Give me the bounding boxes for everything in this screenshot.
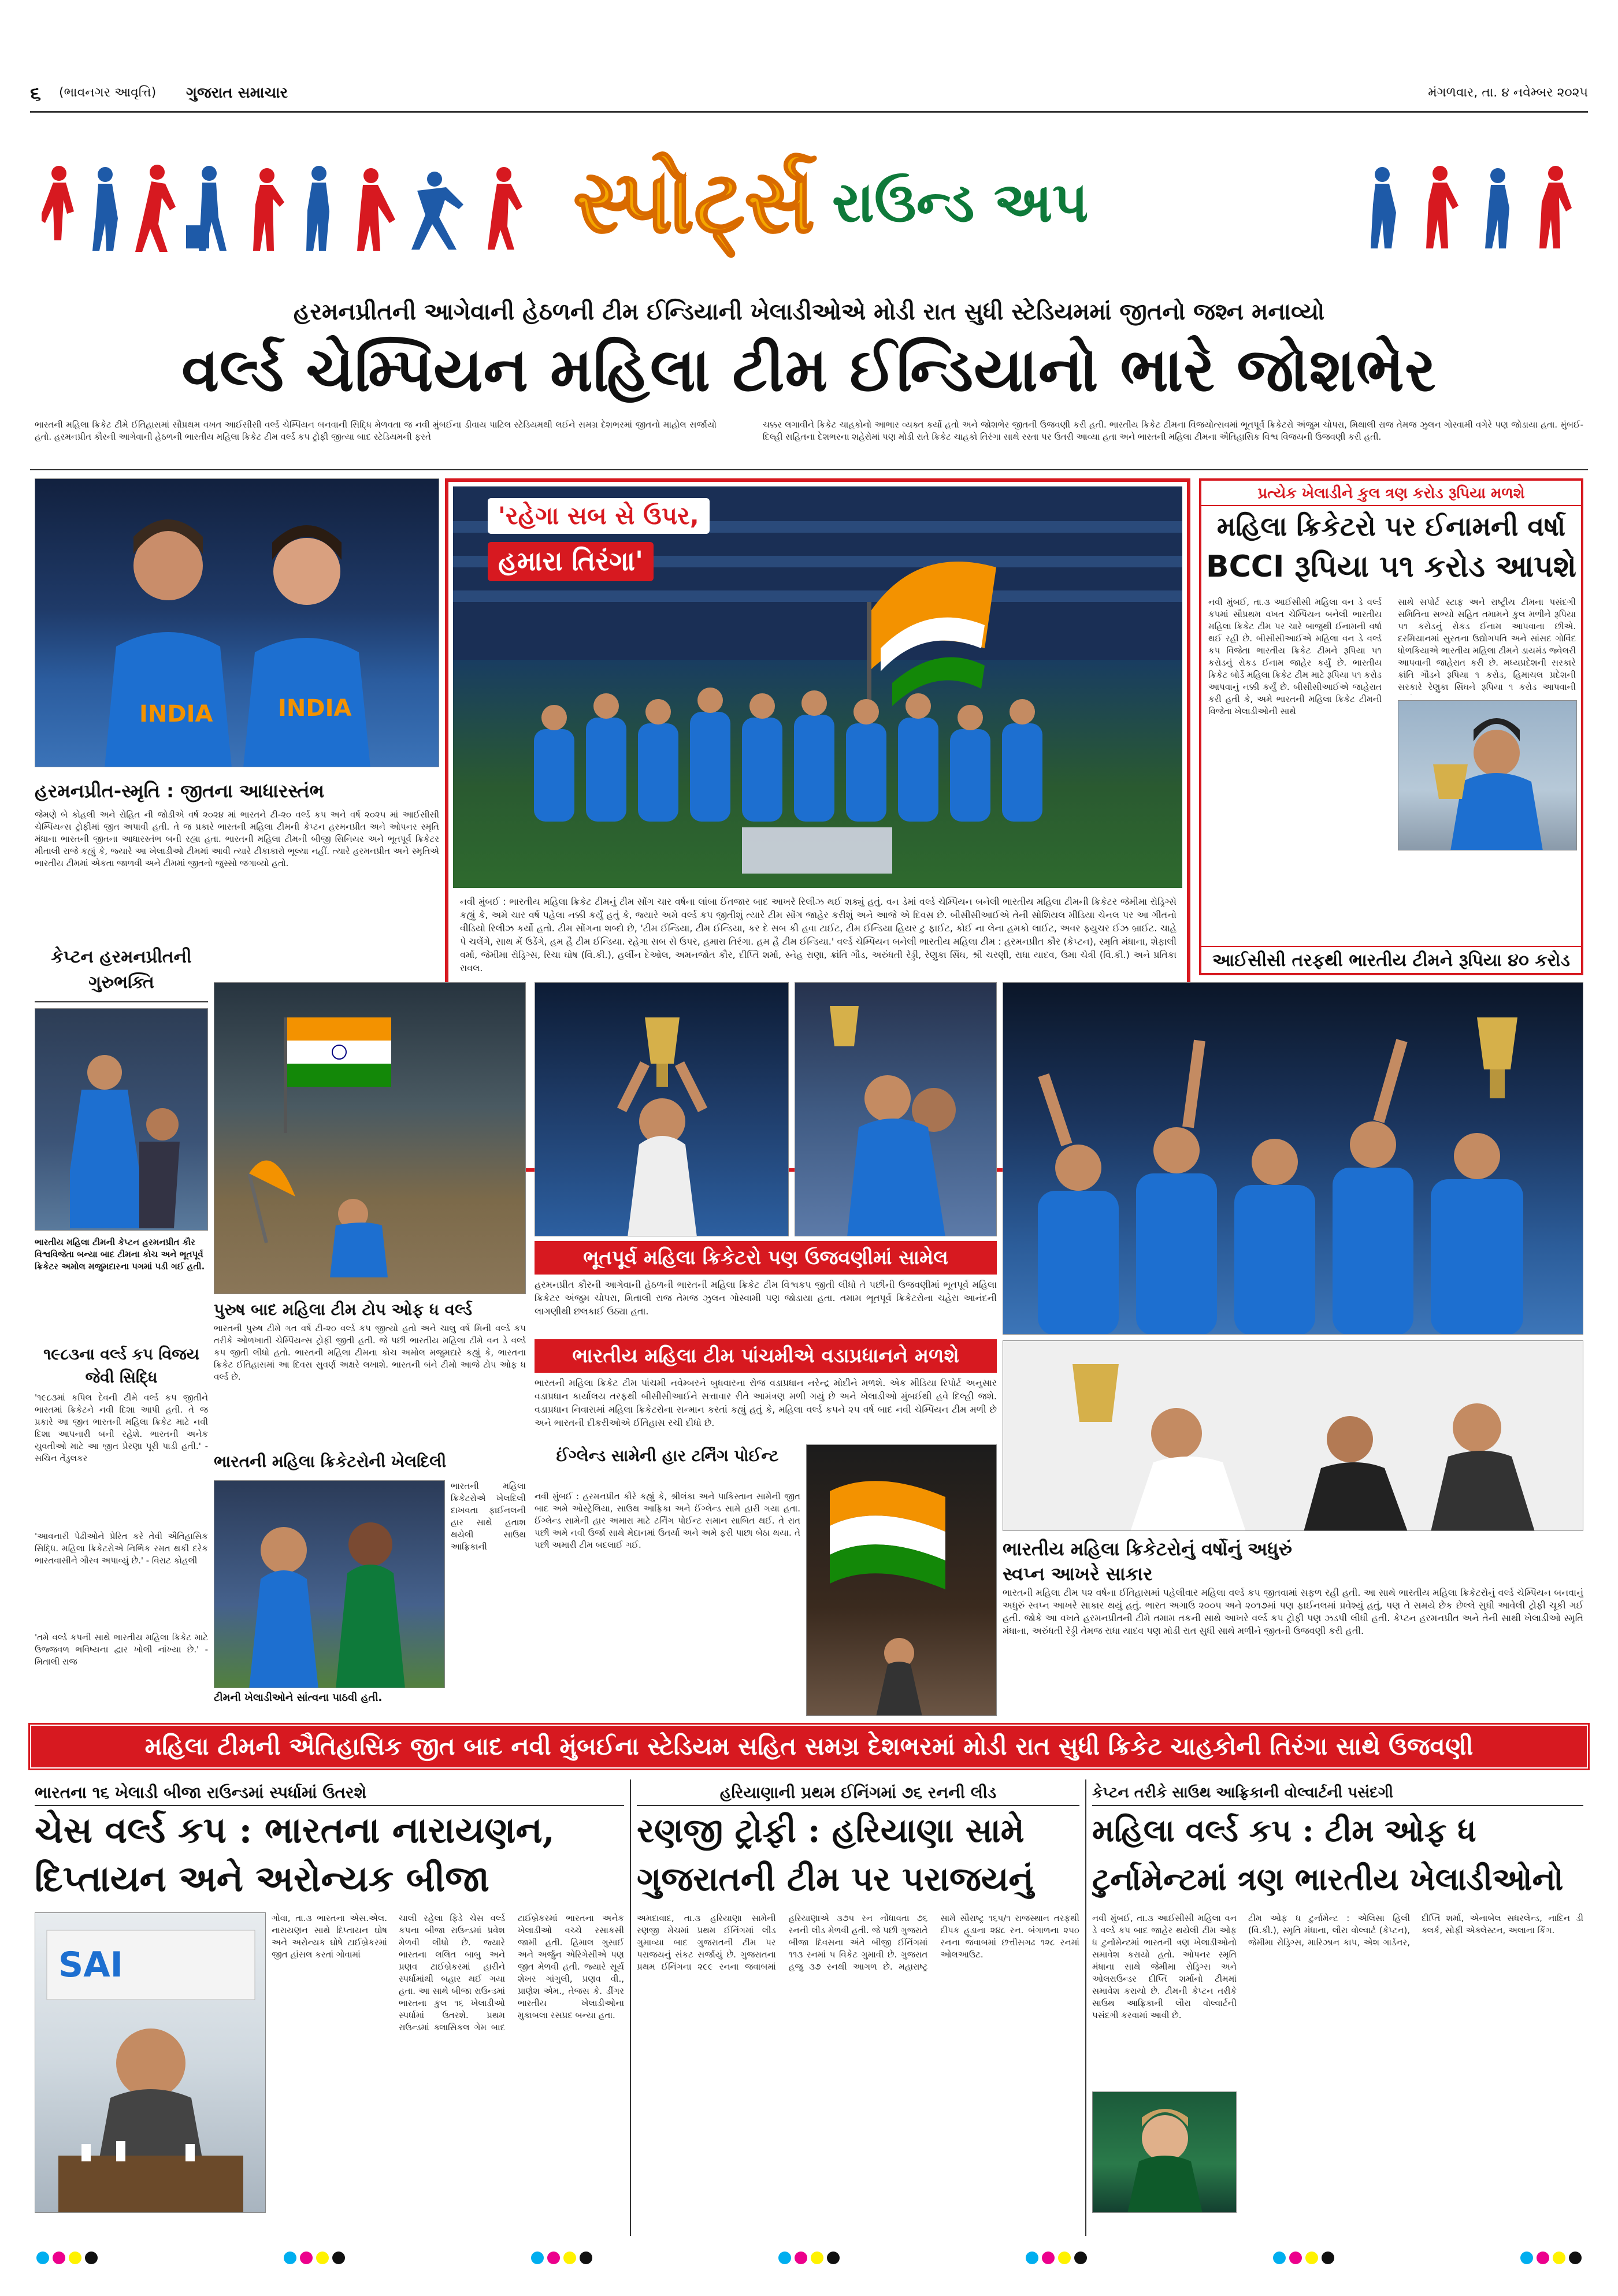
dildil-box — [214, 1444, 526, 1716]
team-with-trophy-illustration-icon — [1003, 983, 1583, 1335]
hero-banner-line-1: 'રહેગા સબ સે ઉપર, — [488, 498, 710, 534]
trophy-lift-illustration-icon — [535, 983, 789, 1236]
bcci-col-1: નવી મુંબઈ, તા.૩ આઈસીસી મહિલા વન ડે વર્લ્ડ કપમાં સૌપ્રથમ વખત ચેમ્પિયન બનેલી ભારતીય મહિલા ક્રિકેટ ટીમ પર ચારે બાજુથી ઈનામની વર્ષા થઈ રહી છે. બીસીસીઆઈએ મહિલા વન ડે વર્લ્ડ કપ વિજેતા ભારતીય ક્રિકેટ ટીમને રૂપિયા ૫૧ કરોડનું રોકડ ઈનામ જાહેર કર્યું છે. ભારતીય ક્રિકેટ બોર્ડે મહિલા ક્રિકેટ ટીમ માટે રૂપિયા ૫૧ કરોડ આપવાનું નક્કી કર્યું છે. બીસીસીઆઈએ જાહેરાત કરી હતી કે, અમે ભારતની મહિલા ક્રિકેટ ટીમની વિજેતા ખેલાડીઓની સાથે — [1208, 597, 1382, 716]
registration-mark — [1024, 2252, 1089, 2267]
fan-waving-flag-illustration-icon — [807, 1445, 997, 1716]
vijay-quote-1: '૧૯૮૩માં કપિલ દેવની ટીમે વર્લ્ડ કપ જીતીને ભારતમાં ક્રિકેટને નવી દિશા આપી હતી. તે જ પ્રકારે આ જીત ભારતની મહિલા ક્રિકેટ માટે નવી દિશા આપનારી બની રહેશે. ભારતની અનેક યુવતીઓ માટે આ જીત પ્રેરણા પૂરી પાડી હતી.' - સચિન તેંડુલકર — [35, 1392, 208, 1463]
purush-body: ભારતની પુરુષ ટીમે ગત વર્ષે ટી-૨૦ વર્લ્ડ કપ જીત્યો હતો અને ચાલુ વર્ષે મિની વર્લ્ડ કપ તરીકે ઓળખાતી ચેમ્પિયન્સ ટ્રોફી જીતી હતી. જે પછી ભારતીય મહિલા ટીમે વન ડે વર્લ્ડ કપ જીતી લીધો હતો. ભારતની મહિલા ટીમના કોચ અમોલ મજુમદારે કહ્યું કે, ભારતના ક્રિકેટ ઈતિહાસમાં આ દિવસ સુવર્ણ અક્ષરે લખાશે. ભારતની બંને ટીમો આજે ટોપ ઓફ ધ વર્લ્ડ છે. — [214, 1323, 526, 1382]
harman-smriti-photo — [35, 478, 439, 767]
purva-photo-1 — [535, 982, 789, 1236]
bcci-headline-2: BCCI રૂપિયા ૫૧ કરોડ આપશે — [1206, 549, 1576, 584]
sleeping-players-photo — [1003, 1340, 1583, 1531]
bcci-col-2-cont — [1398, 856, 1576, 943]
sapnu-body: ભારતની મહિલા ટીમ ૫૨ વર્ષના ઈતિહાસમાં પહેલીવાર મહિલા વર્લ્ડ કપ જીતવામાં સફળ રહી હતી. આ સાથે ભારતીય મહિલા ક્રિકેટરોનું વર્લ્ડ ચેમ્પિયન બનવાનું અધુરું સ્વપ્ન આખરે સાકાર થયું હતું. ભારત અગાઉ ૨૦૦૫ અને ૨૦૧૭માં પણ ફાઈનલમાં પ્રવેશ્યું હતું, પણ તે સમયે છેક છેલ્લે સુધી આવેલી ટ્રોફી ચૂકી ગઈ હતી. જોકે આ વખતે હરમનપ્રીતની ટીમે તમામ તકની સાથે આખરે વર્લ્ડ કપ ટ્રોફી પણ ઝડપી લીધી હતી. કેપ્ટન હરમનપ્રીત અને તેની સાથી ખેલાડીઓ સ્મૃતિ મંધાના, અરુંધતી રેડ્ડી તેમજ રાધા યાદવ પણ મોડી રાત સુધી સાથે મળીને જીતની ઉજવણી કરી હતી. — [1003, 1587, 1583, 1636]
purva-photo-2 — [795, 982, 997, 1236]
section-title-main: સ્પોર્ટ્સ — [573, 150, 815, 252]
svg-text:INDIA: INDIA — [139, 701, 213, 727]
chess-player-illustration-icon — [35, 1913, 266, 2213]
bcci-headline-1: મહિલા ક્રિકેટરો પર ઈનામની વર્ષા — [1216, 511, 1566, 542]
sapnu-headline: ભારતીય મહિલા ક્રિકેટરોનું વર્ષોનું અધુરું સ્વપ્ન આખરે સાકાર — [1003, 1538, 1292, 1585]
chess-box — [35, 1779, 624, 2236]
womens-wc-team: ટીમ ઓફ ધ ટુર્નામેન્ટ : એલિસા હિલી (વિ.કી.), સ્મૃતિ મંધાના, લૌરા વોલ્વાર્ટ (કેપ્ટન), જેમીમા રોડ્રિગ્સ, મારિઝાન કાપ, એશ ગાર્ડનર, દીપ્તિ શર્મા, એનાબેલ સધરલેન્ડ, નાદિન ડી ક્લર્ક, સોફી એક્લેસ્ટન, અલાના કિંગ. — [1248, 1913, 1583, 1948]
bcci-trophy-photo — [1398, 700, 1577, 850]
ranji-headline: રણજી ટ્રોફી : હરિયાણા સામે ગુજરાતની ટીમ પર પરાજયનું — [637, 1811, 1034, 1899]
purva-body: હરમનપ્રીત કૌરની આગેવાની હેઠળની ભારતની મહિલા ક્રિકેટ ટીમ વિશ્વકપ જીતી લીધો તે પછીની ઉજવણીમાં ભૂતપૂર્વ મહિલા ક્રિકેટર અંજુમ ચોપરા, મિતાલી રાજ તેમજ ઝુલન ગોસ્વામી પણ જોડાયા હતા. તમામ ભૂતપૂર્વ ક્રિકેટરોના ચહેરા આનંદની લાગણીથી છલકાઈ ઉઠ્યા હતા. — [535, 1279, 997, 1317]
womens-wc-headline: મહિલા વર્લ્ડ કપ : ટીમ ઓફ ધ ટુર્નામેન્ટમાં ત્રણ ભારતીય ખેલાડીઓનો — [1092, 1812, 1564, 1897]
hero-banner-line-2: હમારા તિરંગા' — [488, 542, 654, 581]
lead-rule — [30, 469, 1588, 470]
masthead — [30, 80, 1588, 109]
bcci-kicker: પ્રત્યેક ખેલાડીને કુલ ત્રણ કરોડ રૂપિયા મળશે — [1201, 481, 1581, 506]
lead-kicker: હરમનપ્રીતની આગેવાની હેઠળની ટીમ ઈન્ડિયાની ખેલાડીઓએ મોડી રાત સુધી સ્ટેડિયમમાં જીતનો જશ્ન મનાવ્યો — [293, 299, 1325, 325]
ranji-kicker: હરિયાણાની પ્રથમ ઈનિંગમાં ૭૬ રનની લીડ — [637, 1779, 1079, 1806]
chess-body-top: ગોવા, તા.૩ ભારતના એસ.એલ. નારાયણન સાથે દિપ્તાયન ઘોષ અને અરોન્યક ઘોષે ટાઈબ્રેકરમાં જીત હાંસલ કરતાં ગોવામાં — [272, 1913, 387, 1960]
lead-intro-right: ચક્કર લગાવીને ક્રિકેટ ચાહકોનો આભાર વ્યક્ત કર્યો હતો અને જોશભેર જીતની ઉજવણી કરી હતી. ભારતીય ક્રિકેટ ટીમના વિજયોત્સવમાં ભૂતપૂર્વ ક્રિકેટરો અંજુમ ચોપરા, મિથાલી રાજ તેમજ ઝુલન ગોસ્વામી વગેરે પણ જોડાયા હતા. મુંબઈ-દિલ્હી સહિતના દેશભરના શહેરોમાં પણ મોડી રાતે ક્રિકેટ ચાહકો તિરંગા સાથે રસ્તા પર ઉતરી આવ્યા હતા અને ભારતની મહિલા ટીમના ઐતિહાસિક વિશ્વ વિજયની ઉજવણી કરી હતી. — [763, 419, 1583, 442]
bcci-col-2: સાથે સપોર્ટ સ્ટાફ અને રાષ્ટ્રીય ટીમના પસંદગી સમિતિના સભ્યો સહિત તમામને કુલ મળીને રૂપિયા ૫૧ કરોડનું રોકડ ઈનામ આપવાના છીએ. દરમિયાનમાં સુરતના ઉદ્યોગપતિ અને સાંસદ ગોવિંદ ધોળકિયાએ ભારતીય મહિલા ટીમને ડાયમંડ જ્વેલરી આપવાની જાહેરાત કરી છે. મધ્યપ્રદેશની સરકારે ક્રાંતિ ગૌડને રૂપિયા ૧ કરોડ, હિમાચલ પ્રદેશની સરકારે રેણુકા સિંઘને રૂપિયા ૧ કરોડ આપવાની — [1398, 597, 1576, 692]
registration-mark — [777, 2252, 841, 2267]
purush-photo — [214, 982, 526, 1294]
pm-body: ભારતની મહિલા ક્રિકેટ ટીમ પાંચમી નવેમ્બરને બુધવારના રોજ વડાપ્રધાન નરેન્દ્ર મોદીને મળશે. એક મીડિયા રિપોર્ટ અનુસાર વડાપ્રધાન કાર્યાલય તરફથી બીસીસીઆઈને સત્તાવાર રીતે આમંત્રણ મળી ગયું છે અને ખેલાડીઓ મુંબઈથી હવે દિલ્હી જશે. વડાપ્રધાન નિવાસમાં મહિલા ક્રિકેટરોના સન્માન કરતાં કહ્યું હતું કે, મહિલા વર્લ્ડ કપને ૨૫ વર્ષ બાદ નવી ચેમ્પિયન ટીમ મળી છે અને ભારતની દીકરીઓએ ઈતિહાસ રચી દીધો છે. — [535, 1377, 997, 1428]
vijay-quote-2: 'આવનારી પેઢીઓને પ્રેરિત કરે તેવી ઐતિહાસિક સિદ્ધિ. મહિલા ક્રિકેટરોએ નિર્ભિક રમત થકી દરેક ભારતવાસીને ગૌરવ અપાવ્યું છે.' - વિરાટ કોહલી — [35, 1531, 208, 1566]
wolvaardt-illustration-icon — [1093, 2092, 1237, 2213]
harman-smriti-body: જેમણે બે કોહલી અને રોહિત ની જોડીએ વર્ષ ૨૦૨૪ માં ભારતને ટી-૨૦ વર્લ્ડ કપ અને વર્ષ ૨૦૨૫ માં આઈસીસી ચેમ્પિયન્સ ટ્રોફીમાં જીત અપાવી હતી. તે જ પ્રકારે ભારતની મહિલા ટીમની કેપ્ટન હરમનપ્રીત અને ઓપનર સ્મૃતિ મંધાના ભારતની જીતના આધારસ્તંભ બની રહ્યા હતા. ભારતની મહિલા ટીમની બીજી સિનિયર અને ભૂતપૂર્વ ક્રિકેટર મીતાલી રાજે કહ્યું કે, જ્યારે આ ખેલાડીઓ ટીમમાં આવી ત્યારે ટીકાકારો ભૂલ્યા નહીં. ત્યારે હરમનપ્રીત અને સ્મૃતિએ ભારતીય ટીમમાં એકતા જાળવી અને ટીમમાં જીતનો જુસ્સો જગાવ્યો હતો. — [35, 809, 439, 868]
captain-caption: ભારતીય મહિલા ટીમની કેપ્ટન હરમનપ્રીત કૌર વિશ્વવિજેતા બન્યા બાદ ટીમના કોચ અને ભૂતપૂર્વ ક્રિકેટર અમોલ મજુમદારના પગમાં પડી ગઈ હતી. — [35, 1237, 205, 1272]
flag-at-pitch-illustration-icon — [214, 983, 526, 1294]
section-title — [573, 142, 1088, 263]
womens-wc-box — [1092, 1779, 1583, 2236]
section-title-sub: રાઉન્ડ અપ — [832, 169, 1089, 235]
england-headline: ઈંગ્લેન્ડ સામેની હાર ટર્નિંગ પોઈન્ટ — [556, 1446, 779, 1465]
purva-banner: ભૂતપૂર્વ મહિલા ક્રિકેટરો પણ ઉજવણીમાં સામેલ — [535, 1241, 997, 1275]
ranji-box — [630, 1779, 1086, 2236]
hero-photo — [453, 486, 1182, 888]
chess-photo — [35, 1912, 266, 2213]
flag-fan-photo — [806, 1444, 997, 1716]
captain-with-trophy-illustration-icon — [1398, 701, 1577, 850]
celebration-ribbon: મહિલા ટીમની ઐતિહાસિક જીત બાદ નવી મુંબઈના સ્ટેડિયમ સહિત સમગ્ર દેશભરમાં મોડી રાત સુધી ક્રિકેટ ચાહકોની તિરંગા સાથે ઉજવણી — [30, 1725, 1588, 1769]
dildil-caption: ટીમની ખેલાડીઓને સાંત્વના પાઠવી હતી. — [214, 1692, 383, 1704]
edition-label: (ભાવનગર આવૃત્તિ) — [59, 86, 157, 100]
registration-marks — [35, 2247, 1583, 2271]
two-players-illustration-icon — [35, 479, 439, 767]
chess-body: ચાલી રહેલા ફિડે ચેસ વર્લ્ડ કપના બીજા રાઉન્ડમાં પ્રવેશ મેળવી લીધો છે. જ્યારે ભારતના લલિત બાબુ અને પ્રણવ ટાઈબ્રેકરમાં હારીને સ્પર્ધામાંથી બહાર થઈ ગયા હતા. આ સાથે બીજા રાઉન્ડમાં ભારતના કુલ ૧૬ ખેલાડીઓ સ્પર્ધામાં ઉતરશે. પ્રથમ રાઉન્ડમાં ક્લાસિકલ ગેમ બાદ ટાઈબ્રેકરમાં ભારતના અનેક ખેલાડીઓ વચ્ચે રસાકસી જામી હતી. હિમાલ ગુસાઈ અને અર્જુન એરિગેસીએ પણ જીત મેળવી હતી. જ્યારે સૂર્ય શેખર ગાંગુલી, પ્રણવ વી., પ્રાણેશ એમ., તેજસ કે. ડીંગર ભારતીય ખેલાડીઓના મુકાબલા રસપ્રદ બન્યા હતા. — [399, 1913, 624, 2033]
hero-banner — [488, 498, 811, 614]
registration-mark — [1519, 2252, 1583, 2267]
bcci-box — [1199, 478, 1583, 975]
captain-photo — [35, 1008, 208, 1231]
issue-date: મંગળવાર, તા. ૪ નવેમ્બર ૨૦૨૫ — [1428, 86, 1588, 100]
captain-box — [35, 945, 208, 1338]
bcci-footer: આઈસીસી તરફથી ભારતીય ટીમને રૂપિયા ૪૦ કરોડ — [1201, 946, 1581, 973]
sports-figures-left-icon — [42, 162, 550, 260]
purush-box — [214, 1297, 526, 1436]
main-story-body: નવી મુંબઈ : ભારતીય મહિલા ક્રિકેટ ટીમનું ટીમ સોંગ ચાર વર્ષના લાંબા ઈંતજાર બાદ આખરે રિલીઝ થઈ શક્યું હતું. વન ડેમાં વર્લ્ડ ચેમ્પિયન બનેલી ભારતીય મહિલા ટીમની ક્રિકેટર જેમીમા રોડ્રિગ્સે કહ્યું કે, અમે ચાર વર્ષ પહેલા નક્કી કર્યું હતું કે, જ્યારે અમે વર્લ્ડ કપ જીતીશું ત્યારે ટીમ સોંગ જાહેર કરીશું અને આજે એ દિવસ છે. બીસીસીઆઈએ તેની સોશિયલ મીડિયા ચેનલ પર આ ગીતનો વીડિયો રિલીઝ કર્યો હતો. ટીમ સોંગના શબ્દો છે, 'ટીમ ઈન્ડિયા, ટીમ ઈન્ડિયા, કર દે સબ કી હવા ટાઈટ, ટીમ ઈન્ડિયા હિયર ટુ ફાઈટ, કોઈ ના લેના હમકો લાઈટ, અવર ફ્યુચર ઈઝ બ્રાઈટ. ચાહે પે ચલેંગે, સાથ મેં ઉડેંગે, હમ હૈ ટીમ ઈન્ડિયા. રહેગા સબ સે ઉપર, હમારા તિરંગા. હમ હૈ ટીમ ઈન્ડિયા.' વર્લ્ડ ચેમ્પિયન બનેલી ભારતીય મહિલા ટીમ : હરમનપ્રીત કૌર (કેપ્ટન), સ્મૃતિ મંધાના, શેફાલી વર્મા, જેમીમા રોડ્રિગ્સ, રિચા ઘોષ (વિ.કી.), હર્લીન દેઓલ, અમનજોત કૌર, દીપ્તિ શર્મા, સ્નેહ રાણા, ક્રાંતિ ગૌડ, અરુંધતી રેડ્ડી, રેણુકા સિંઘ, શ્રી ચરણી, રાધા યાદવ, ઉમા ચેત્રી (વિ.કી.) અને પ્રતિકા રાવલ. — [460, 896, 1177, 974]
vijay-box — [35, 1343, 208, 1730]
dildil-body: ભારતની મહિલા ક્રિકેટરોએ ખેલદિલી દાખવતા ફાઈનલની હાર સાથે હતાશ થયેલી સાઉથ આફ્રિકાની — [451, 1481, 526, 1552]
womens-wc-kicker: કેપ્ટન તરીકે સાઉથ આફ્રિકાની વોલ્વાર્ટની પસંદગી — [1092, 1779, 1583, 1806]
players-consoling-illustration-icon — [214, 1481, 445, 1688]
registration-mark — [282, 2252, 347, 2267]
sports-banner — [30, 130, 1588, 286]
lead-headline: વર્લ્ડ ચેમ્પિયન મહિલા ટીમ ઈન્ડિયાનો ભારે જોશભેર — [181, 334, 1437, 405]
svg-text:INDIA: INDIA — [278, 695, 352, 722]
dildil-photo — [214, 1480, 445, 1688]
pm-banner: ભારતીય મહિલા ટીમ પાંચમીએ વડાપ્રધાનને મળશે — [535, 1339, 997, 1373]
svg-text:SAI: SAI — [58, 1945, 123, 1985]
chess-kicker: ભારતના ૧૬ ખેલાડી બીજા રાઉન્ડમાં સ્પર્ધામાં ઉતરશે — [35, 1779, 624, 1806]
sports-figures-right-icon — [1359, 162, 1579, 260]
dildil-headline: ભારતની મહિલા ક્રિકેટરોની ખેલદિલી — [214, 1452, 447, 1471]
sapnu-box — [1003, 1537, 1583, 1716]
harman-smriti-caption: હરમનપ્રીત-સ્મૃતિ : જીતના આધારસ્તંભ — [35, 780, 325, 802]
wolvaardt-photo — [1092, 2091, 1237, 2213]
players-resting-illustration-icon — [1003, 1341, 1583, 1531]
trophy-celebration-photo — [1003, 982, 1583, 1335]
ranji-body: અમદાવાદ, તા.૩ હરિયાણા સામેની રણજી મેચમાં પ્રથમ ઈનિંગમાં લીડ ગુમાવ્યા બાદ ગુજરાતની ટીમ પર પરાજયનું સંકટ સર્જાયું છે. ગુજરાતના પ્રથમ ઈનિંગના ૨૯૯ રનના જવાબમાં હરિયાણાએ ૩૭૫ રન નોંધાવતા ૭૬ રનની લીડ મેળવી હતી. જે પછી ગુજરાતે બીજા દિવસના અંતે બીજી ઈનિંગમાં ૧૧૩ રનમાં ૫ વિકેટ ગુમાવી છે. ગુજરાત હજુ ૩૭ રનથી આગળ છે. મહારાષ્ટ્ર સામે સૌરાષ્ટ્ર ૧૬૫/૧ રાજસ્થાન તરફથી દીપક હૂડાના ૨૪૮ રન. બંગાળના ૨૫૦ રનના જવાબમાં છત્તીસગઢ ૧૨૮ રનમાં ઓલઆઉટ. — [637, 1913, 1079, 1972]
lead-intro-left: ભારતની મહિલા ક્રિકેટ ટીમે ઈતિહાસમાં સૌપ્રથમ વખત આઈસીસી વર્લ્ડ ચેમ્પિયન બનવાની સિદ્ધિ મેળવતા જ નવી મુંબઈના ડીવાય પાટિલ સ્ટેડિયમથી લઈને સમગ્ર દેશભરમાં જીતનો માહોલ સર્જાયો હતો. હરમનપ્રીત કૌરની આગેવાની હેઠળની ભારતીય મહિલા ક્રિકેટ ટીમ વર્લ્ડ કપ ટ્રોફી જીત્યા બાદ સ્ટેડિયમની ફરતે — [35, 419, 717, 442]
trophy-embrace-illustration-icon — [795, 983, 997, 1236]
page-number: ૬ — [30, 82, 42, 105]
masthead-rule — [30, 111, 1588, 113]
womens-wc-body: નવી મુંબઈ, તા.૩ આઈસીસી મહિલા વન ડે વર્લ્ડ કપ બાદ જાહેર થયેલી ટીમ ઓફ ધ ટુર્નામેન્ટમાં ભારતની ત્રણ ખેલાડીઓનો સમાવેશ કરાયો હતો. ઓપનર સ્મૃતિ મંધાના સાથે જેમીમા રોડ્રિગ્સ અને ઓલરાઉન્ડર દીપ્તિ શર્માનો ટીમમાં સમાવેશ કરાયો છે. ટીમની કેપ્ટન તરીકે સાઉથ આફ્રિકાની લૌરા વોલ્વાર્ટની પસંદગી કરવામાં આવી છે. — [1092, 1913, 1237, 2020]
registration-mark — [1271, 2252, 1336, 2267]
captain-headline: કેપ્ટન હરમનપ્રીતની ગુરુભક્તિ — [35, 945, 208, 1002]
purush-headline: પુરુષ બાદ મહિલા ટીમ ટોપ ઓફ ધ વર્લ્ડ — [214, 1300, 472, 1319]
registration-mark — [529, 2252, 594, 2267]
paper-name: ગુજરાત સમાચાર — [186, 84, 288, 102]
england-box — [535, 1444, 800, 1716]
england-body: નવી મુંબઈ : હરમનપ્રીત કૌરે કહ્યું કે, શ્રીલંકા અને પાકિસ્તાન સામેની જીત બાદ અમે ઓસ્ટ્રેલિયા, સાઉથ આફ્રિકા અને ઈંગ્લેન્ડ સામે હારી ગયા હતા. ઈંગ્લેન્ડ સામેની હાર અમારા માટે ટર્નિંગ પોઈન્ટ સમાન સાબિત થઈ. તે રાત પછી અમે નવી ઉર્જા સાથે મેદાનમાં ઉતર્યા અને અમે ફરી પાછા બેઠા થયા. તે પછી અમારી ટીમ બદલાઈ ગઈ. — [535, 1491, 800, 1550]
vijay-quote-3: 'તમે વર્લ્ડ કપની સાથે ભારતીય મહિલા ક્રિકેટ માટે ઉજ્જવળ ભવિષ્યના દ્વાર ખોલી નાંખ્યા છે.' - મિતાલી રાજ — [35, 1632, 208, 1667]
vijay-headline: ૧૯૮૩ના વર્લ્ડ કપ વિજય જેવી સિદ્ધિ — [43, 1346, 199, 1387]
registration-mark — [35, 2252, 99, 2267]
captain-bowing-illustration-icon — [35, 1009, 208, 1231]
chess-headline: ચેસ વર્લ્ડ કપ : ભારતના નારાયણન, દિપ્તાયન અને અરોન્યક બીજા — [35, 1809, 555, 1900]
